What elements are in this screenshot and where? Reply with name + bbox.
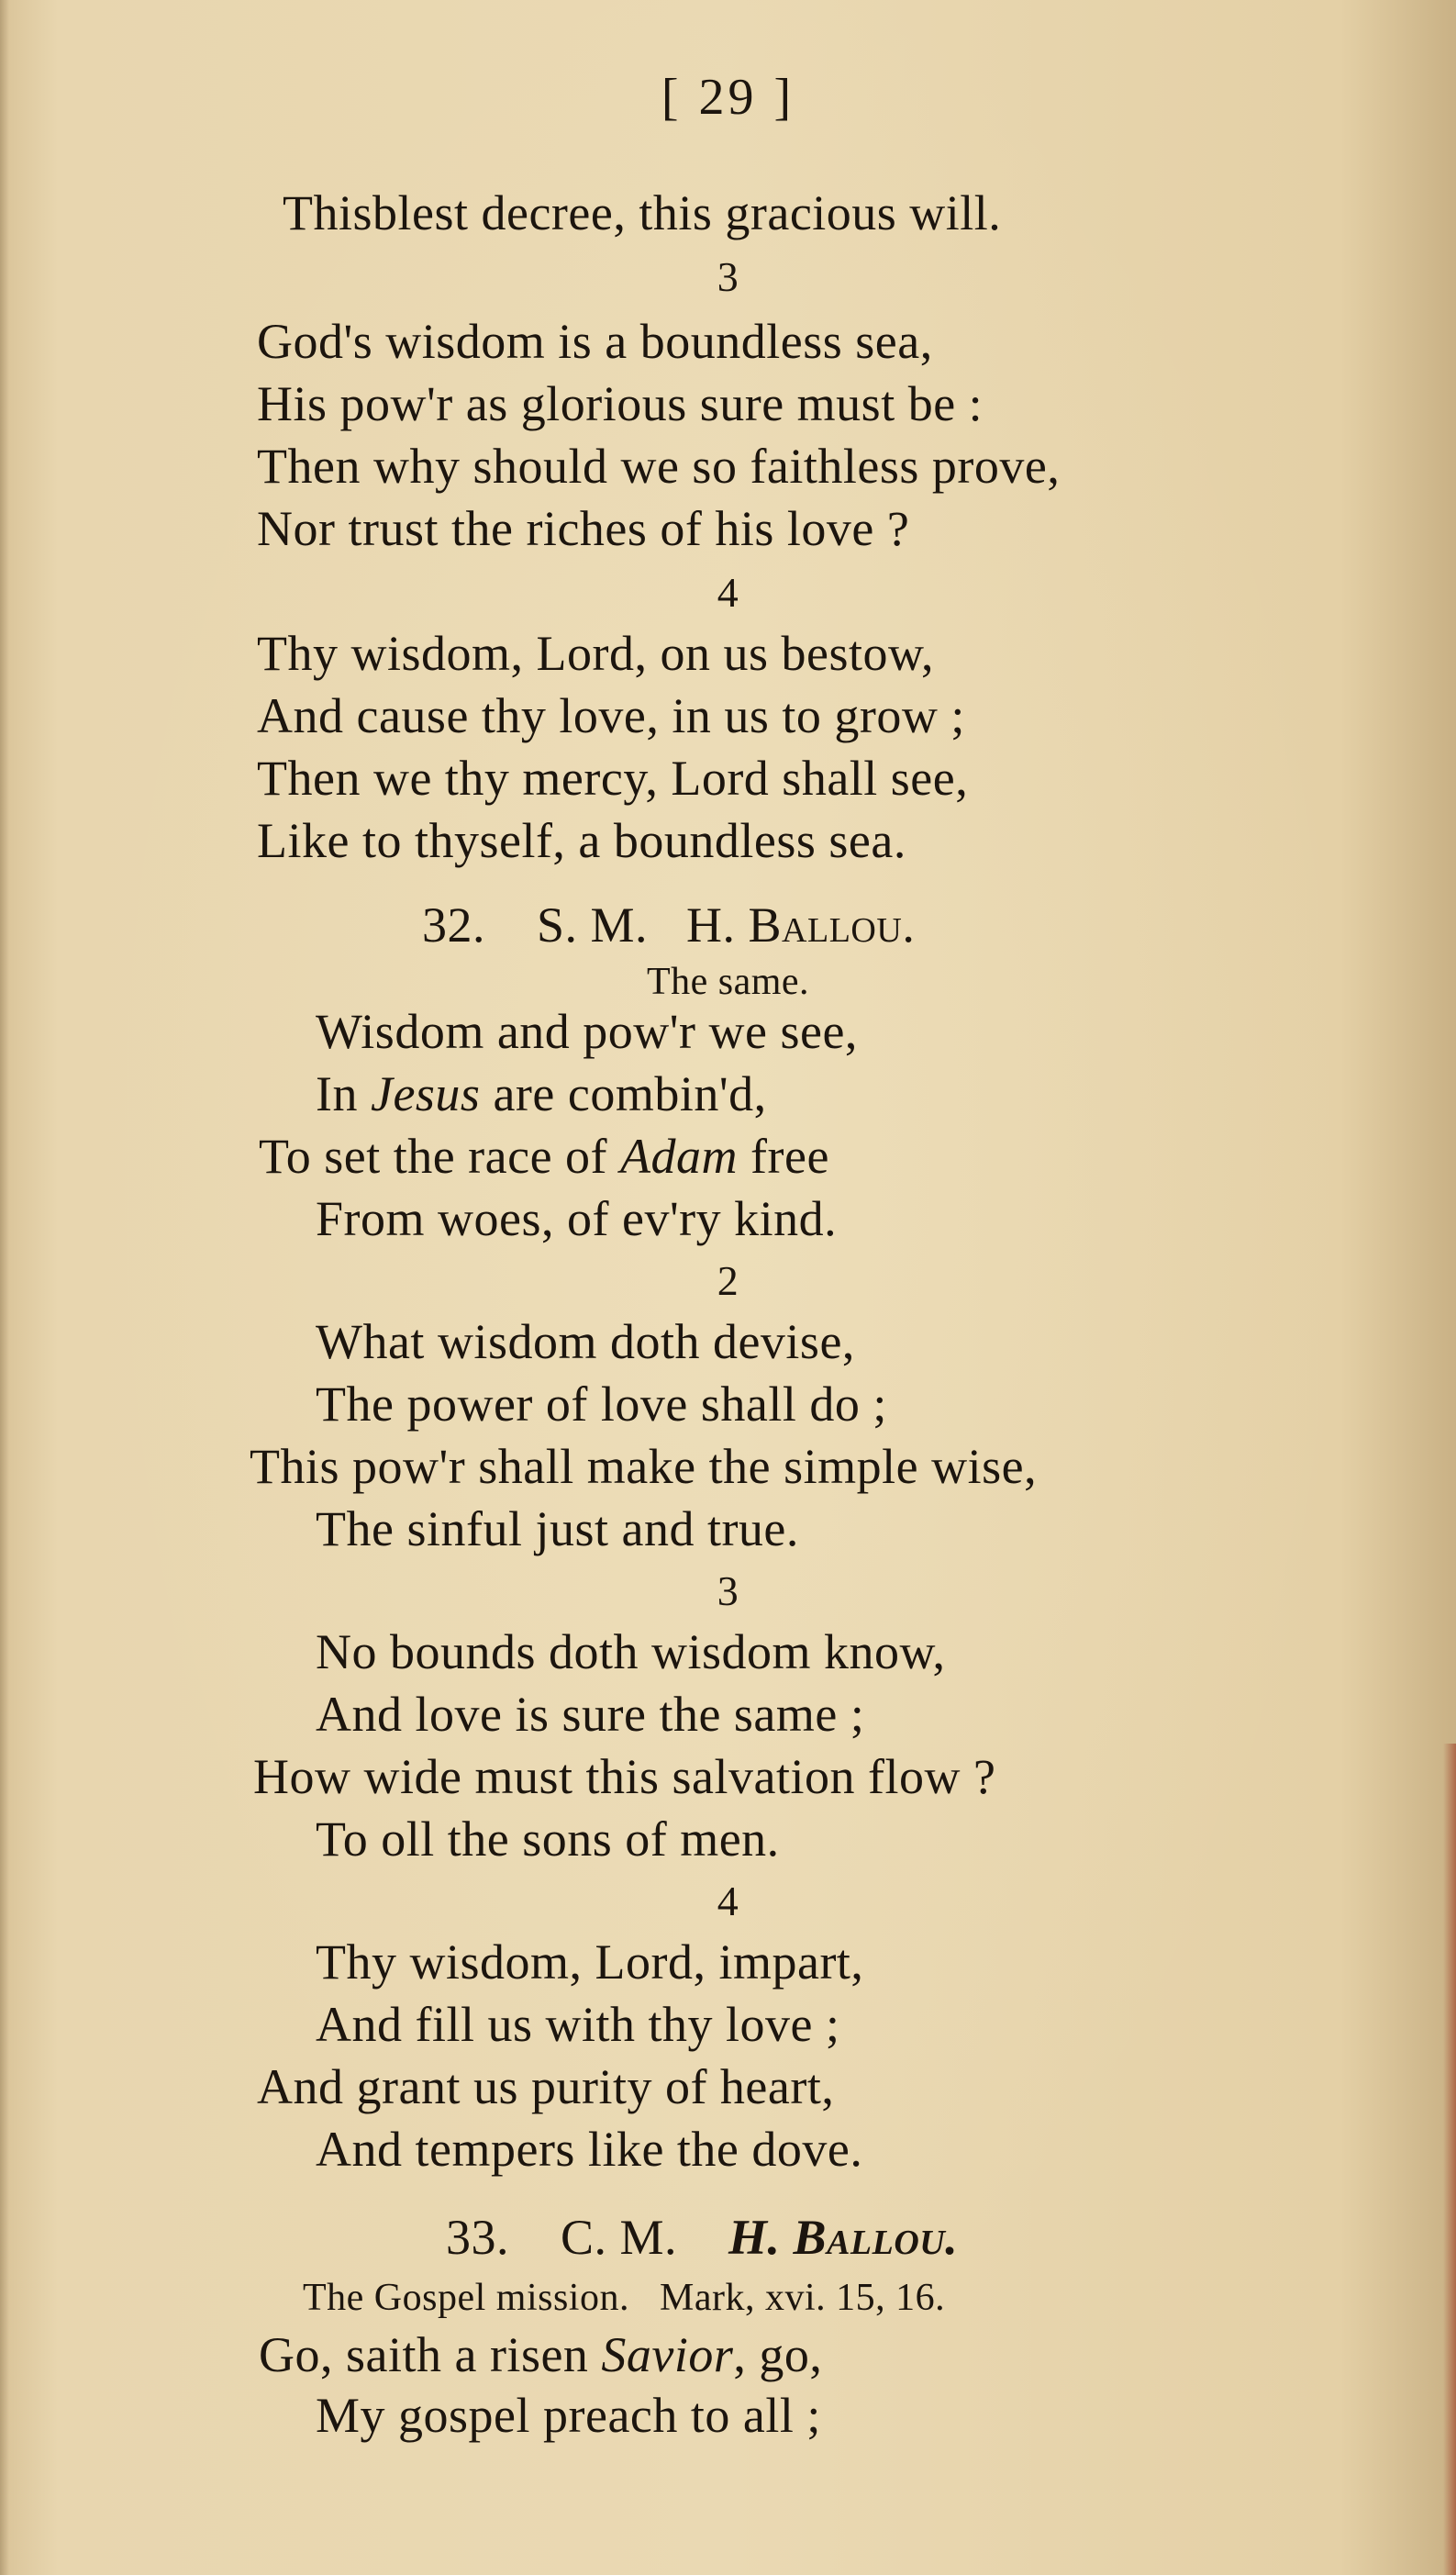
hymn33-meter: C. M. (561, 2210, 678, 2265)
hymn32-stanza3-number: 3 (717, 1567, 739, 1614)
hymn33-subtitle-line (303, 2268, 945, 2327)
hymn31-closing-line: Thisblest decree, this gracious will. (283, 185, 1002, 240)
hymn32-s3-line4: To oll the sons of men. (316, 1811, 780, 1867)
hymn31-s4-line3: Then we thy mercy, Lord shall see, (257, 751, 969, 806)
hymn32-s3-line1: No bounds doth wisdom know, (316, 1624, 946, 1679)
hymn32-s3-line3: How wide must this salvation flow ? (253, 1749, 996, 1804)
hymn32-s1-line4: From woes, of ev'ry kind. (316, 1191, 838, 1246)
hymn32-s2-line2: The power of love shall do ; (316, 1377, 887, 1432)
hymn32-s1-line3: To set the race of Adam free (259, 1129, 829, 1184)
hymn33-heading (446, 2208, 958, 2267)
hymn32-stanza2-number: 2 (717, 1257, 739, 1304)
hymn33-reference: Mark, xvi. 15, 16. (659, 2277, 946, 2319)
hymn32-s2-line4: The sinful just and true. (316, 1501, 799, 1556)
hymn32-number: 32. (422, 897, 485, 953)
hymn32-s2-line3: This pow'r shall make the simple wise, (250, 1439, 1038, 1494)
page-edge-stain (1443, 1744, 1456, 2575)
hymn33-author: H. Ballou. (728, 2210, 959, 2265)
hymn31-s3-line1: God's wisdom is a boundless sea, (257, 314, 933, 369)
hymn31-s4-line2: And cause thy love, in us to grow ; (257, 688, 965, 743)
hymn32-s4-line2: And fill us with thy love ; (316, 1997, 840, 2052)
word-savior: Savior (601, 2327, 734, 2382)
hymn31-s4-line4: Like to thyself, a boundless sea. (257, 813, 906, 868)
hymn33-s1-line2: My gospel preach to all ; (316, 2388, 821, 2443)
word-adam: Adam (620, 1129, 739, 1184)
hymn32-s1-line2: In Jesus are combin'd, (316, 1066, 767, 1121)
hymn32-s4-line1: Thy wisdom, Lord, impart, (316, 1934, 864, 1990)
hymn32-s4-line4: And tempers like the dove. (316, 2122, 863, 2177)
hymn31-stanza3-number: 3 (717, 253, 739, 300)
hymn32-s2-line1: What wisdom doth devise, (316, 1314, 855, 1369)
hymn33-s1-line1: Go, saith a risen Savior, go, (259, 2327, 823, 2382)
hymn32-s4-line3: And grant us purity of heart, (257, 2059, 835, 2114)
hymn32-s1-line1: Wisdom and pow'r we see, (316, 1004, 858, 1059)
hymn31-s3-line4: Nor trust the riches of his love ? (257, 501, 910, 556)
hymn31-stanza4-number: 4 (717, 569, 739, 616)
hymn33-subtitle: The Gospel mission. (303, 2277, 629, 2319)
hymn33-number: 33. (446, 2210, 509, 2265)
hymn32-subtitle: The same. (646, 961, 810, 1003)
hymn31-s3-line3: Then why should we so faithless prove, (257, 439, 1061, 494)
hymn32-author: H. Ballou. (686, 897, 916, 953)
page-number: [ 29 ] (661, 69, 795, 126)
word-jesus: Jesus (370, 1066, 481, 1121)
hymn32-s3-line2: And love is sure the same ; (316, 1687, 865, 1742)
hymn32-heading (422, 896, 915, 954)
hymn31-s3-line2: His pow'r as glorious sure must be : (257, 376, 984, 431)
hymn31-s4-line1: Thy wisdom, Lord, on us bestow, (257, 626, 934, 681)
hymn32-meter: S. M. (537, 897, 649, 953)
hymn32-stanza4-number: 4 (717, 1878, 739, 1924)
